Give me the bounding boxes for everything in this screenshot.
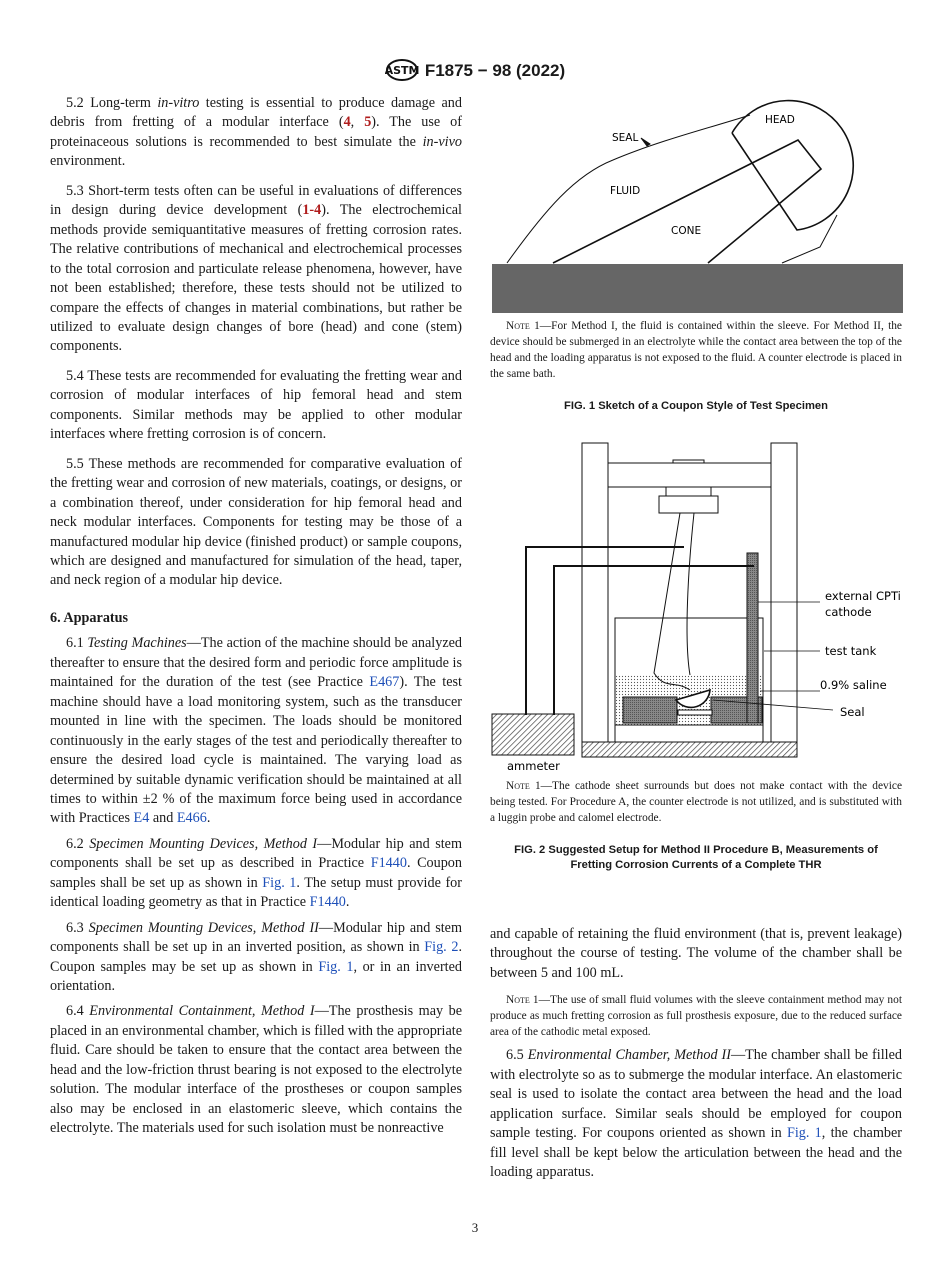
page-number: 3 [471, 1220, 479, 1235]
text-run: Note [506, 780, 530, 792]
italic-text: Environmental Chamber, Method II [527, 1047, 731, 1064]
text-run: 6.3 [66, 919, 89, 936]
standard-link[interactable]: Fig. 2 [424, 939, 459, 956]
text-run: . [345, 894, 350, 911]
standard-link[interactable]: Fig. 1 [318, 958, 354, 975]
text-run: —Modular hip and stem components shall be set up in an inverted position, as shown in [50, 919, 462, 956]
text-run: testing is essential to produce damage and debris from fretting of a modular interface ( [50, 95, 462, 131]
containment-note [490, 992, 902, 1040]
ammeter-box [492, 714, 574, 755]
text-run: , the chamber fill level shall be kept below the articulation between the head and the loading apparatus. [490, 1125, 902, 1181]
label-ammeter: ammeter [507, 759, 560, 773]
text-run: —Modular hip and stem components shall be set up as described in Practice [50, 835, 462, 872]
standard-link[interactable]: Fig. 1 [786, 1125, 822, 1142]
text-run: 5.3 Short-term tests often can be useful in evaluations of differences in design during device development ( [50, 182, 462, 219]
text-run: . [206, 810, 211, 827]
text-run: , or in an inverted orientation. [50, 958, 462, 995]
label-seal: Seal [840, 705, 865, 719]
cathode [747, 553, 758, 723]
text-run: environment. [50, 153, 126, 170]
text-run: . The setup must provide for identical loading geometry as that in Practice [50, 874, 462, 911]
text-run: 6.5 [506, 1047, 528, 1064]
figure-1-caption: FIG. 1 Sketch of a Coupon Style of Test Specimen [564, 400, 828, 412]
text-run: 6.1 [66, 635, 88, 652]
left-post [582, 443, 608, 742]
text-run: , [350, 114, 365, 131]
text-run: and [149, 810, 177, 827]
document-designation: F1875 − 98 (2022) [424, 61, 566, 80]
fixture-left [623, 697, 677, 723]
right-post [771, 443, 797, 742]
text-run: ). The electrochemical methods provide semiquantitative measures of fretting corrosion rates. The relative contributions of mechanical and electrochemical processes to the total corrosion and particulate release phenomena, however, have not been established; therefore, these tests should not be utilized to compare the effects of changes in material combinations, but rather be utilized to evaluate design changes of bore (head) and cone (stem) components. [50, 202, 462, 355]
text-run: Note [506, 320, 530, 332]
paragraph-6-4 [50, 1002, 462, 1138]
italic-text: in-vitro [157, 95, 200, 111]
svg-text:ASTM: ASTM [384, 64, 419, 77]
text-run: —The action of the machine should be analyzed thereafter to ensure that the desired form and periodic force amplitude is maintained for the duration of the test (see Practice [50, 635, 463, 691]
text-run: —The chamber shall be filled with electrolyte so as to submerge the modular interface. An elastomeric seal is used to isolate the contact area between the head and the load application surface. Similar seals should be employed for coupon sample testing. For coupons oriented as shown in [490, 1047, 902, 1142]
label-seal: SEAL [612, 132, 639, 144]
crossbeam [608, 463, 771, 487]
text-run: 5.4 These tests are recommended for evaluating the fretting wear and corrosion of modular interfaces of hip femoral head and stem components. Similar methods may be applied to other modular interfaces where fretting corrosion is of concern. [50, 367, 462, 443]
figure-2-note [490, 778, 902, 826]
standard-link[interactable]: E467 [369, 674, 400, 691]
label-cathode-line2: cathode [825, 605, 872, 619]
text-run: 5.2 Long-term [66, 95, 158, 111]
reference-link[interactable]: 5 [364, 114, 372, 131]
standard-link[interactable]: Fig. 1 [262, 874, 297, 891]
standard-link[interactable]: F1440 [370, 855, 407, 872]
text-run: ). The test machine should have a load monitoring system, such as the transducer mounted in line with the specimen. The loads should be monitored continuously in the early stages of the test and periodically thereafter to ensure the desired load cycle is maintained. The varying load as determined by suitable dynamic verification should be maintained at all times to within ±2 % of the maximum force being used in accordance with Practices [50, 674, 462, 827]
label-fluid: FLUID [610, 185, 641, 197]
label-head: HEAD [765, 114, 795, 126]
text-run: 1—The cathode sheet surrounds but does not make contact with the device being tested. For Procedure A, the counter electrode is not utilized, and is substituted with a luggin probe and calomel electrode. [490, 780, 902, 824]
italic-text: Specimen Mounting Devices, Method II [88, 919, 319, 936]
base [582, 742, 797, 757]
text-run: 6.2 [66, 835, 90, 852]
cup [678, 710, 712, 715]
label-saline: 0.9% saline [820, 678, 887, 692]
paragraph-6-2 [50, 835, 462, 913]
fixture-block [659, 496, 718, 513]
label-test-tank: test tank [825, 644, 877, 658]
text-run: 1—For Method I, the fluid is contained within the sleeve. For Method II, the device should be submerged in an electrolyte while the contact area between the top of the head and the loading apparatus is not exposed to the fluid. A counter electrode is placed in the same bath. [490, 320, 902, 380]
label-cone: CONE [671, 225, 702, 237]
italic-text: Specimen Mounting Devices, Method I [89, 835, 318, 852]
standard-link[interactable]: E466 [176, 810, 207, 827]
paragraph-6-3 [50, 919, 462, 997]
paragraph-6-4-continued [490, 925, 902, 983]
reference-link[interactable]: 1-4 [302, 202, 322, 219]
italic-text: in-vivo [422, 133, 462, 150]
standard-link[interactable]: E4 [133, 810, 150, 827]
text-run: 1—The use of small fluid volumes with the sleeve containment method may not produce as much fretting corrosion as full prosthesis exposure, due to the reduced surface area of the cathodic metal exposed. [490, 994, 902, 1039]
text-run: Note [506, 994, 530, 1007]
text-run: and capable of retaining the fluid environment (that is, prevent leakage) throughout the course of testing. The volume of the chamber shall be between 5 and 100 mL. [490, 926, 902, 981]
italic-text: Environmental Containment, Method I [89, 1003, 315, 1020]
text-run: 6.4 [66, 1003, 90, 1020]
right-column [490, 925, 902, 1183]
italic-text: Testing Machines [87, 635, 187, 652]
text-run: . Coupon samples shall be set up as shown in [50, 855, 462, 891]
text-run: . Coupon samples may be set up as shown in [50, 939, 462, 975]
text-run: 5.5 These methods are recommended for comparative evaluation of the fretting wear and corrosion of new materials, coatings, or designs, or a combination thereof, under consideration for hip femoral head and neck modular interfaces. Components for testing may be those of a manufactured modular hip device (finished product) or sample coupons, which are designed and manufactured for simulation of the head, taper, and neck region of a modular hip device. [50, 455, 462, 589]
figure-2-caption: FIG. 2 Suggested Setup for Method II Procedure B, Measurements of Fretting Corrosion Currents of a Complete THR [514, 844, 878, 871]
figure-2-block [490, 778, 902, 873]
section-heading-apparatus: 6. Apparatus [50, 609, 129, 626]
paragraph-6-5 [490, 1046, 902, 1182]
standard-link[interactable]: F1440 [309, 894, 346, 911]
text-run: ). The use of proteinaceous solutions is recommended to best simulate the [50, 114, 463, 150]
label-cathode-line1: external CPTi [825, 589, 901, 603]
text-run: —The prosthesis may be placed in an environmental chamber, which is filled with the appropriate fluid. Care should be taken to ensure that the contact area between the head and the low-friction thrust bearing is not exposed to the electrolyte solution. The modular interface of the prostheses or coupon samples also may be enclosed in an elastomeric sleeve, which contains the electrolyte. The materials used for such isolation must be nonreactive [50, 1003, 463, 1137]
reference-link[interactable]: 4 [343, 114, 351, 131]
hanger [666, 487, 711, 496]
